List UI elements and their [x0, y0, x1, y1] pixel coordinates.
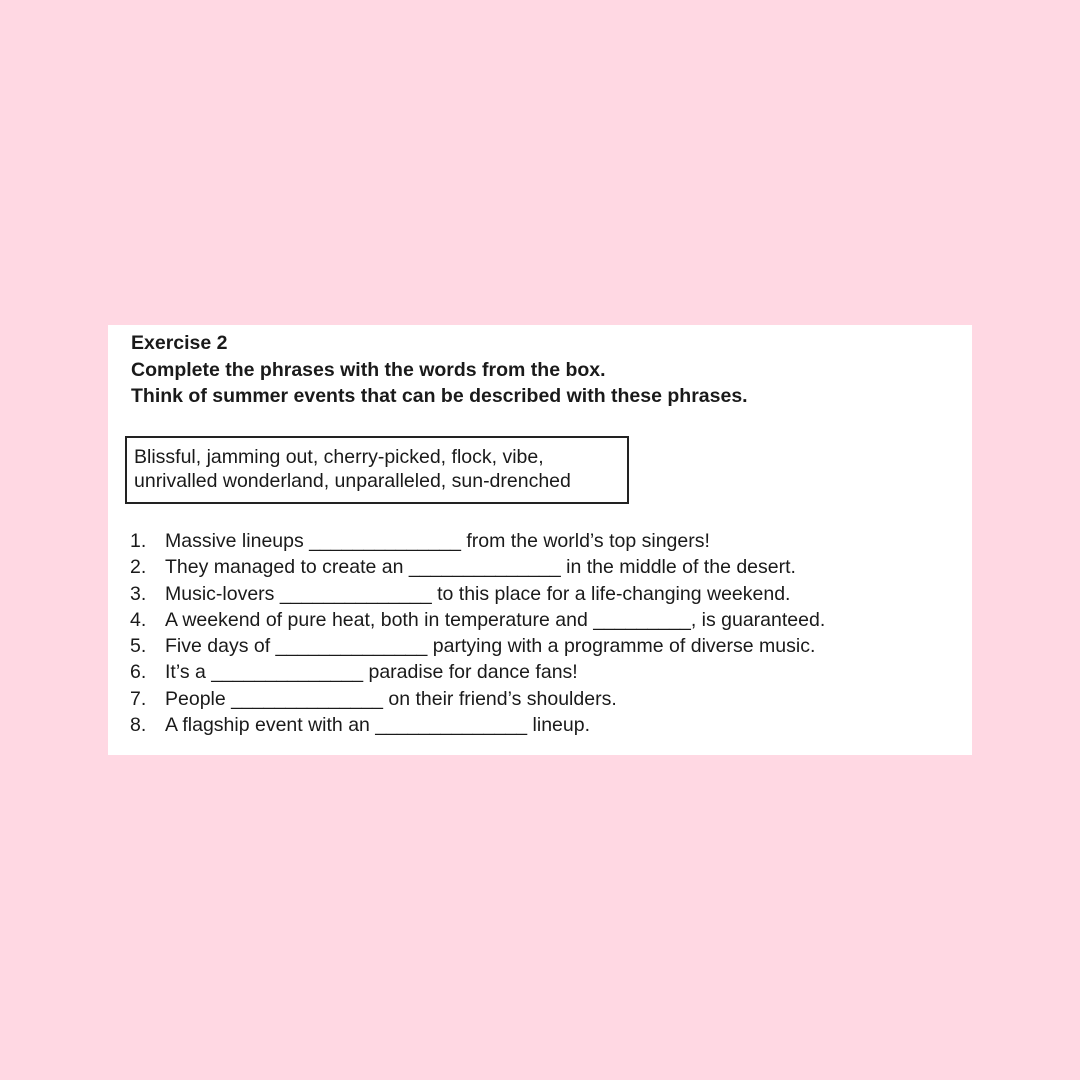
exercise-title: Exercise 2: [131, 332, 228, 354]
list-item: [130, 528, 825, 554]
item-number: 3.: [130, 582, 147, 605]
list-item: [130, 712, 825, 738]
exercise-card: [108, 325, 972, 755]
list-item: [130, 581, 825, 607]
list-item: [130, 554, 825, 580]
exercise-heading: [131, 330, 748, 410]
item-number: 1.: [130, 530, 147, 552]
word-box: [125, 436, 629, 504]
item-text: Five days of ______________ partying with a programme of diverse music.: [165, 635, 816, 658]
exercise-instruction-2: Think of summer events that can be described with these phrases.: [131, 385, 748, 407]
word-box-line-1: Blissful, jamming out, cherry-picked, flock, vibe,: [134, 446, 544, 468]
item-number: 5.: [130, 635, 147, 658]
item-text: It’s a ______________ paradise for dance fans!: [165, 661, 578, 684]
word-box-line-2: unrivalled wonderland, unparalleled, sun-drenched: [134, 470, 571, 492]
item-number: 4.: [130, 608, 147, 631]
item-number: 6.: [130, 661, 147, 684]
list-item: [130, 659, 825, 685]
item-number: 2.: [130, 556, 147, 579]
item-text: Massive lineups ______________ from the world’s top singers!: [165, 530, 710, 552]
item-number: 8.: [130, 714, 147, 737]
list-item: [130, 607, 825, 633]
item-text: They managed to create an ______________ in the middle of the desert.: [165, 556, 796, 579]
item-text: A weekend of pure heat, both in temperature and _________, is guaranteed.: [165, 608, 826, 631]
item-text: People ______________ on their friend’s shoulders.: [165, 687, 617, 710]
exercise-instruction-1: Complete the phrases with the words from the box.: [131, 358, 606, 381]
list-item: [130, 633, 825, 659]
list-item: [130, 686, 825, 712]
item-text: A flagship event with an ______________ lineup.: [165, 714, 591, 737]
item-number: 7.: [130, 687, 147, 710]
exercise-items-list: [130, 528, 825, 738]
item-text: Music-lovers ______________ to this place for a life-changing weekend.: [165, 582, 791, 605]
